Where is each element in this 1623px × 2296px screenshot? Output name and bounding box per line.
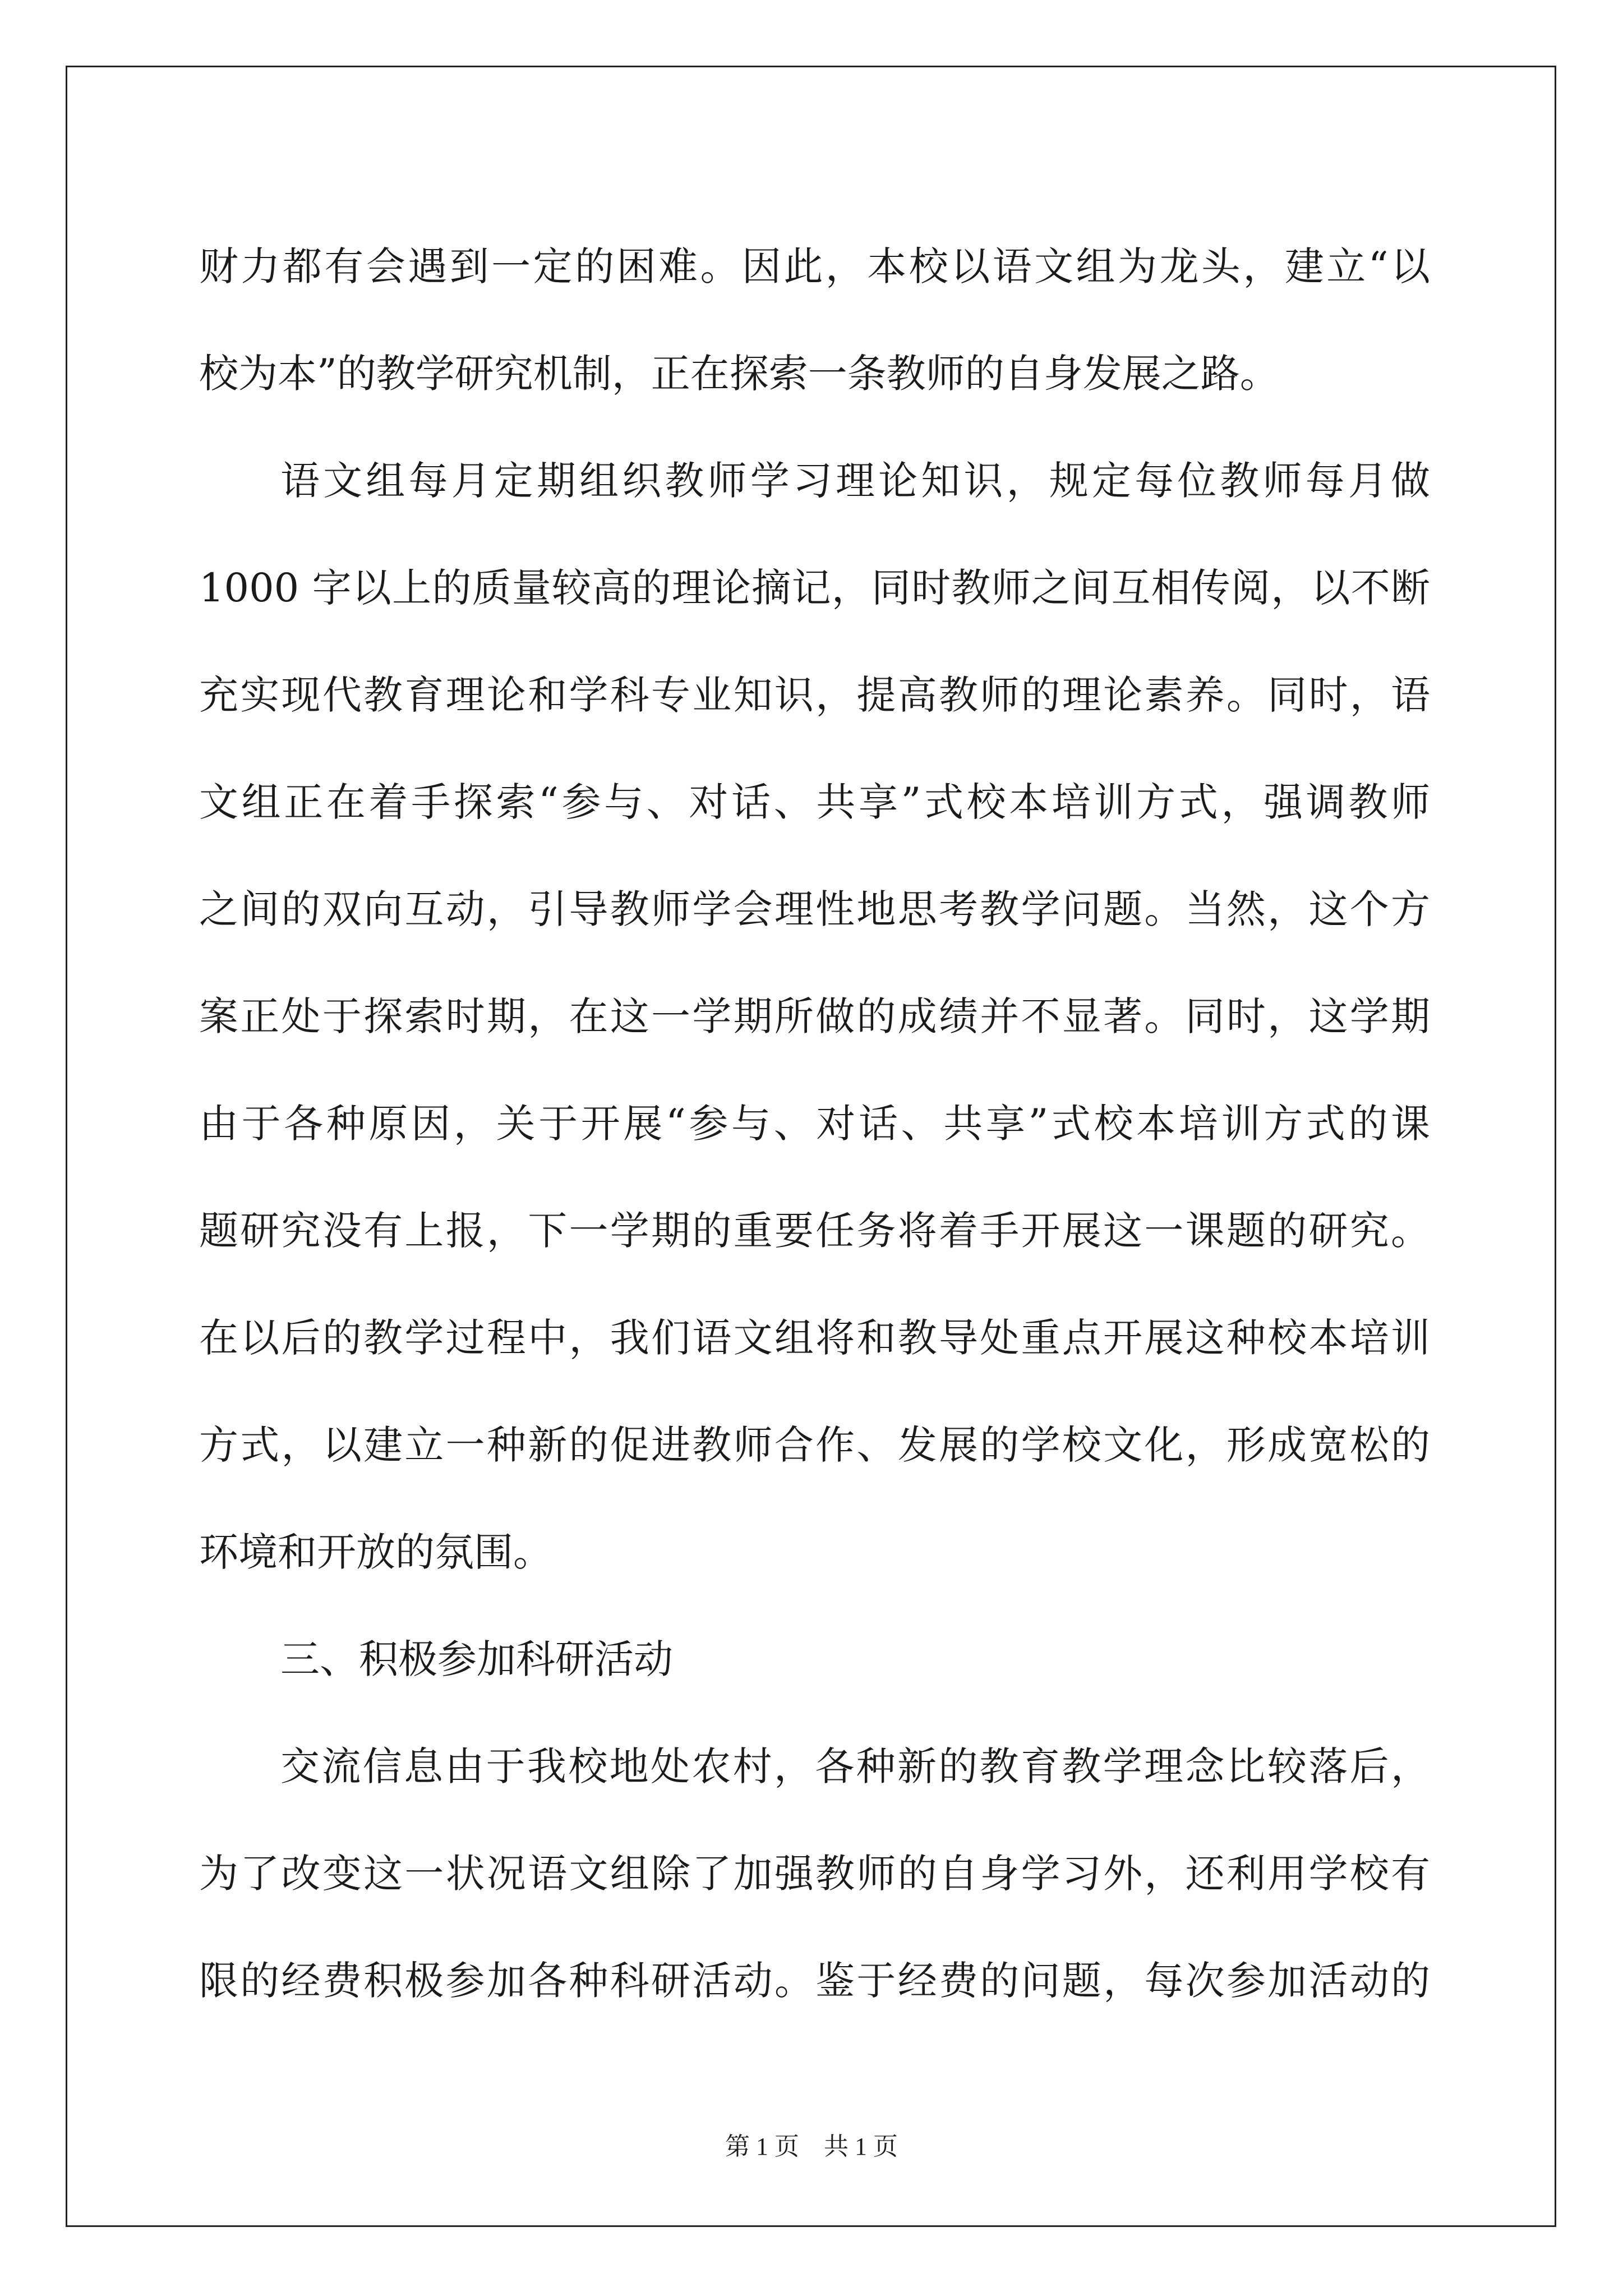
text-line: 1000 字以上的质量较高的理论摘记，同时教师之间互相传阅，以不断 [199,565,1430,611]
text-line: 之间的双向互动，引导教师学会理性地思考教学问题。当然，这个方 [199,886,1430,932]
text-line: 方式，以建立一种新的促进教师合作、发展的学校文化，形成宽松的 [199,1422,1430,1468]
text-line: 在以后的教学过程中，我们语文组将和教导处重点开展这种校本培训 [199,1315,1430,1361]
text-line: 案正处于探索时期，在这一学期所做的成绩并不显著。同时，这学期 [199,993,1430,1039]
text-line: 语文组每月定期组织教师学习理论知识，规定每位教师每月做 [280,458,1430,504]
text-line: 限的经费积极参加各种科研活动。鉴于经费的问题，每次参加活动的 [199,1958,1430,2004]
page-footer: 第 1 页 共 1 页 [725,2133,898,2160]
text-line: 文组正在着手探索“参与、对话、共享”式校本培训方式，强调教师 [199,779,1430,825]
text-line: 充实现代教育理论和学科专业知识，提高教师的理论素养。同时，语 [199,672,1430,718]
document-body [199,213,1430,2035]
text-line: 交流信息由于我校地处农村，各种新的教育教学理念比较落后， [280,1743,1430,1789]
text-line: 环境和开放的氛围。 [199,1529,552,1575]
text-line: 题研究没有上报，下一学期的重要任务将着手开展这一课题的研究。 [199,1208,1430,1254]
text-line: 财力都有会遇到一定的困难。因此，本校以语文组为龙头，建立“以 [199,243,1430,289]
section-heading: 三、积极参加科研活动 [280,1636,673,1682]
text-line: 校为本”的教学研究机制，正在探索一条教师的自身发展之路。 [199,351,1279,397]
text-line: 由于各种原因，关于开展“参与、对话、共享”式校本培训方式的课 [199,1101,1430,1147]
text-line: 为了改变这一状况语文组除了加强教师的自身学习外，还利用学校有 [199,1851,1430,1897]
